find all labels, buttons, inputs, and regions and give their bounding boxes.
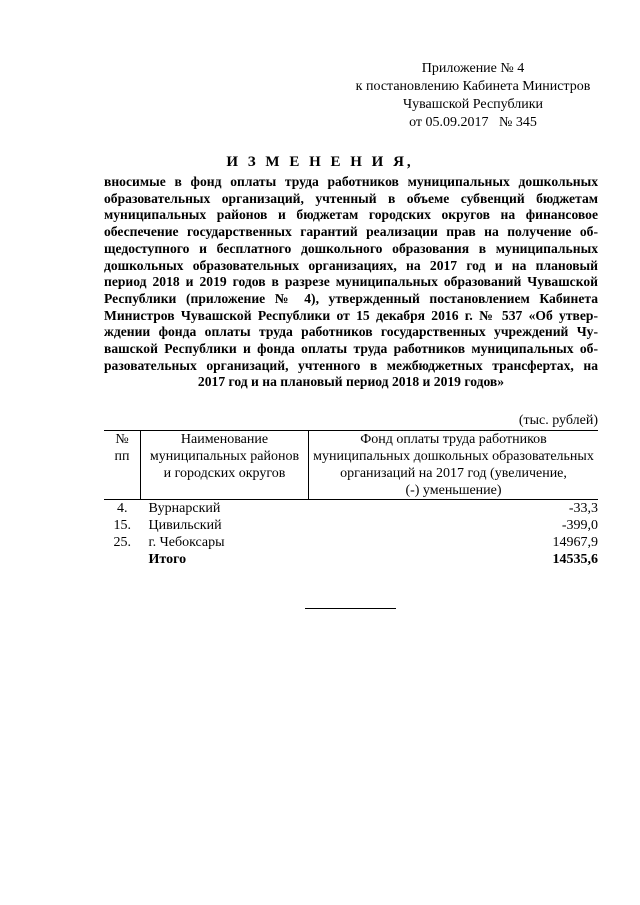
row-value: 14967,9 <box>552 535 598 550</box>
header-value-line: организаций на 2017 год (увеличение, <box>340 466 567 481</box>
description-line: разовательных организаций, учтенного в межбюджетных трансфертах, на <box>104 357 598 373</box>
closing-divider <box>305 608 396 609</box>
appendix-reference <box>350 60 596 132</box>
row-name: г. Чебоксары <box>148 535 225 550</box>
table-row <box>104 517 598 534</box>
appendix-date-number: от 05.09.2017 № 345 <box>409 115 537 130</box>
row-number: 4. <box>117 501 128 516</box>
description-line: ждении фонда оплаты труда работников государственных учреждений Чу- <box>104 324 598 340</box>
description-line: вашской Республики и фонда оплаты труда работников муниципальных об- <box>104 341 598 357</box>
header-name-line: муниципальных районов <box>149 449 300 464</box>
row-name: Вурнарский <box>148 501 221 516</box>
row-value: -33,3 <box>568 501 598 516</box>
header-value-line: муниципальных дошкольных образовательных <box>313 449 594 464</box>
header-number-line: пп <box>114 449 130 464</box>
document-title: И З М Е Н Е Н И Я, <box>226 154 414 170</box>
description-line: дошкольных образовательных организациях, на 2017 год и на плановый <box>104 257 598 273</box>
header-value-line: Фонд оплаты труда работников <box>360 432 547 447</box>
description-line: вносимые в фонд оплаты труда работников муниципальных дошкольных <box>104 174 598 189</box>
row-number: 15. <box>113 518 131 533</box>
appendix-resolution: к постановлению Кабинета Министров <box>355 79 591 94</box>
row-value: -399,0 <box>561 518 598 533</box>
description-line: обеспечение государственных гарантий реализации прав на получение об- <box>104 224 598 240</box>
units-label: (тыс. рублей) <box>518 413 598 428</box>
header-name <box>141 431 309 500</box>
total-value: 14535,6 <box>552 552 598 567</box>
document-description <box>104 174 598 391</box>
description-line: муниципальных районов и бюджетам городских округов на финансовое <box>104 207 598 223</box>
description-line: период 2018 и 2019 годов в разрезе муниципальных образований Чувашской <box>104 274 598 290</box>
header-name-line: и городских округов <box>163 466 286 481</box>
header-name-line: Наименование <box>180 432 269 447</box>
description-line: 2017 год и на плановый период 2018 и 2019 годов» <box>197 374 505 390</box>
table-row <box>104 534 598 551</box>
header-value-line: (-) уменьшение) <box>405 483 502 498</box>
row-number: 25. <box>113 535 131 550</box>
changes-table <box>104 430 598 568</box>
table-row <box>104 500 598 518</box>
description-line: Республики (приложение № 4), утвержденный постановлением Кабинета <box>104 290 598 306</box>
row-name: Цивильский <box>148 518 222 533</box>
header-number <box>104 431 141 500</box>
table-header-row <box>104 431 598 500</box>
header-value <box>309 431 599 500</box>
total-number <box>104 551 141 568</box>
description-line: образовательных организаций, учтенный в объеме субвенций бюджетам <box>104 190 598 206</box>
appendix-republic: Чувашской Республики <box>402 97 544 112</box>
description-line: щедоступного и бесплатного дошкольного образования в муниципальных <box>104 240 598 256</box>
total-label: Итого <box>148 552 187 567</box>
header-number-line: № <box>115 432 129 447</box>
total-row <box>104 551 598 568</box>
description-line: Министров Чувашской Республики от 15 декабря 2016 г. № 537 «Об утвер- <box>104 307 598 323</box>
appendix-number: Приложение № 4 <box>421 61 525 76</box>
